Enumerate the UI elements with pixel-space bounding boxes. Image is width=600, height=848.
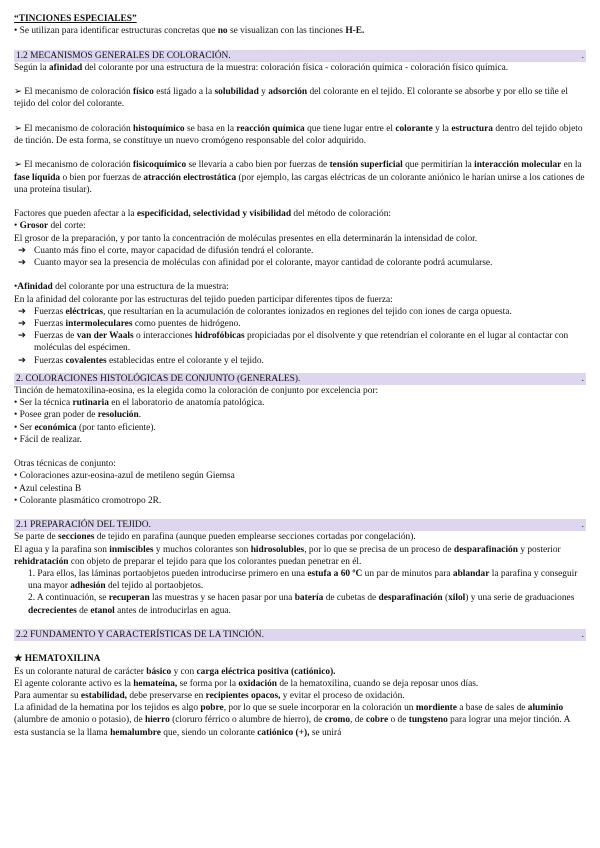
otras-heading: Otras técnicas de conjunto: <box>14 459 116 470</box>
list-item: ➔ Fuerzas intermoleculares como puentes de hidrógeno. <box>18 318 241 329</box>
paragraph: Es un colorante natural de carácter básico y con carga eléctrica positiva (catiónico). <box>14 666 336 677</box>
paragraph-fisicoquimico: ➢ El mecanismo de coloración fisicoquímico se llevaría a cabo bien por fuerzas de tensión superficial que permitirían la interacción molecular en la fase líquida o bien por fuerzas de atracción electrostática (por ejemplo, las cargas eléctricas de un colorante aniónico le harían unirse a los cationes de una proteína tisular). <box>14 160 585 195</box>
paragraph-histoquimico: ➢ El mecanismo de coloración histoquímico se basa en la reacción química que tiene lugar entre el colorante y la estructura dentro del tejido objeto de tinción. De esta forma, se constituye un nuevo cromógeno responsable del color adquirido. <box>14 123 583 146</box>
grosor-paragraph: El grosor de la preparación, y por tanto la concentración de moléculas presentes en ella determinarán la intensidad de color. <box>14 233 478 244</box>
paragraph: El agente colorante activo es la hemateína, se forma por la oxidación de la hematoxilina, cuando se deja reposar unos días. <box>14 678 479 689</box>
section-heading-2-1: 2.1 PREPARACIÓN DEL TEJIDO. . <box>16 520 584 531</box>
paragraph: Se parte de secciones de tejido en parafina (aunque pueden emplearse secciones cortadas por congelación). <box>14 532 416 543</box>
list-item: • Colorante plasmático cromotropo 2R. <box>14 495 162 506</box>
hematoxilina-heading: ★ HEMATOXILINA <box>14 654 101 665</box>
arrow-bullet-icon: ➔ <box>18 245 26 256</box>
afinidad-heading: •Afinidad del colorante por una estructura de la muestra: <box>14 282 229 293</box>
paragraph: Para aumentar su estabilidad, debe preservarse en recipientes opacos, y evitar el proceso de oxidación. <box>14 691 405 702</box>
list-item: ➔ Cuanto más fino el corte, mayor capacidad de difusión tendrá el colorante. <box>18 245 314 256</box>
intro-line: • Se utilizan para identificar estructuras concretas que no se visualizan con las tinciones H-E. <box>14 26 365 37</box>
arrow-bullet-icon: ➔ <box>18 355 26 366</box>
arrow-bullet-icon: ➔ <box>18 331 26 342</box>
afinidad-paragraph: En la afinidad del colorante por las estructuras del tejido pueden participar diferentes tipos de fuerza: <box>14 294 393 305</box>
arrow-bullet-icon: ➔ <box>18 257 26 268</box>
paragraph: Tinción de hematoxilina-eosina, es la elegida como la coloración de conjunto por excelencia por: <box>14 386 379 396</box>
list-item: • Fácil de realizar. <box>14 434 82 445</box>
paragraph: La afinidad de la hematina por los tejidos es algo pobre, por lo que se suele incorporar en la coloración un mordiente a base de sales de aluminio (alumbre de amonio o potasio), de hierro (cloruro férrico o alumbre de hierro), de cromo, de cobre o de tungsteno para lograr una mejor tinción. A esta sustancia se la llama hemalumbre que, siendo un colorante catiónico (+), se unirá <box>14 703 570 738</box>
paragraph-factores: Factores que pueden afectar a la especificidad, selectividad y visibilidad del método de coloración: <box>14 209 392 220</box>
list-item: ➔ Fuerzas de van der Waals o interacciones hidrofóbicas propiciadas por el disolvente y que retendrían el colorante en el lugar al contactar con moléculas del espécimen. <box>18 331 569 354</box>
section-heading-2-2: 2.2 FUNDAMENTO Y CARACTERÍSTICAS DE LA TINCIÓN. . <box>16 630 584 641</box>
list-item: • Azul celestina B <box>14 483 82 494</box>
paragraph: El agua y la parafina son inmiscibles y muchos colorantes son hidrosolubles, por lo que se precisa de un proceso de desparafinación y posterior rehidratación con objeto de preparar el tejido para que los colorantes puedan penetrar en él. <box>14 544 561 567</box>
list-item: ➔ Cuanto mayor sea la presencia de moléculas con afinidad por el colorante, mayor cantidad de colorante podrá acumularse. <box>18 257 493 268</box>
list-item: ➔ Fuerzas covalentes establecidas entre el colorante y el tejido. <box>18 355 264 366</box>
paragraph: Según la afinidad del colorante por una estructura de la muestra: coloración física - coloración química - coloración físico química. <box>14 62 509 73</box>
section-heading-2: 2. COLORACIONES HISTOLÓGICAS DE CONJUNTO (GENERALES). . <box>16 373 584 384</box>
list-item: ➔ Fuerzas eléctricas, que resultarían en la acumulación de colorantes ionizados en regiones del tejido con iones de carga opuesta. <box>18 306 512 317</box>
page-title: “TINCIONES ESPECIALES” <box>14 14 137 24</box>
numbered-item: 1. Para ellos, las láminas portaobjetos pueden introducirse primero en una estufa a 60 ºC un par de minutos para ablandar la parafina y conseguir una mayor adhesión del tejido al portaobjetos. <box>28 569 578 592</box>
arrow-bullet-icon: ➔ <box>18 318 26 329</box>
list-item: • Ser la técnica rutinaria en el laboratorio de anatomía patológica. <box>14 398 265 409</box>
list-item: • Coloraciones azur-eosina-azul de metileno según Giemsa <box>14 471 235 482</box>
list-item: • Posee gran poder de resolución. <box>14 410 142 421</box>
grosor-heading: • Grosor del corte: <box>14 221 86 232</box>
list-item: • Ser económica (por tanto eficiente). <box>14 422 156 433</box>
paragraph-fisico: ➢ El mecanismo de coloración físico está ligado a la solubilidad y adsorción del colorante en el tejido. El colorante se absorbe y por ello se tiñe el tejido del color del colorante. <box>14 87 568 110</box>
numbered-item: 2. A continuación, se recuperan las muestras y se hacen pasar por una batería de cubetas de desparafinación (xilol) y una serie de graduaciones decrecientes de etanol antes de introducirlas en agua. <box>28 593 575 616</box>
section-heading-1-2: 1.2 MECANISMOS GENERALES DE COLORACIÓN. . <box>16 50 584 61</box>
arrow-bullet-icon: ➔ <box>18 306 26 317</box>
